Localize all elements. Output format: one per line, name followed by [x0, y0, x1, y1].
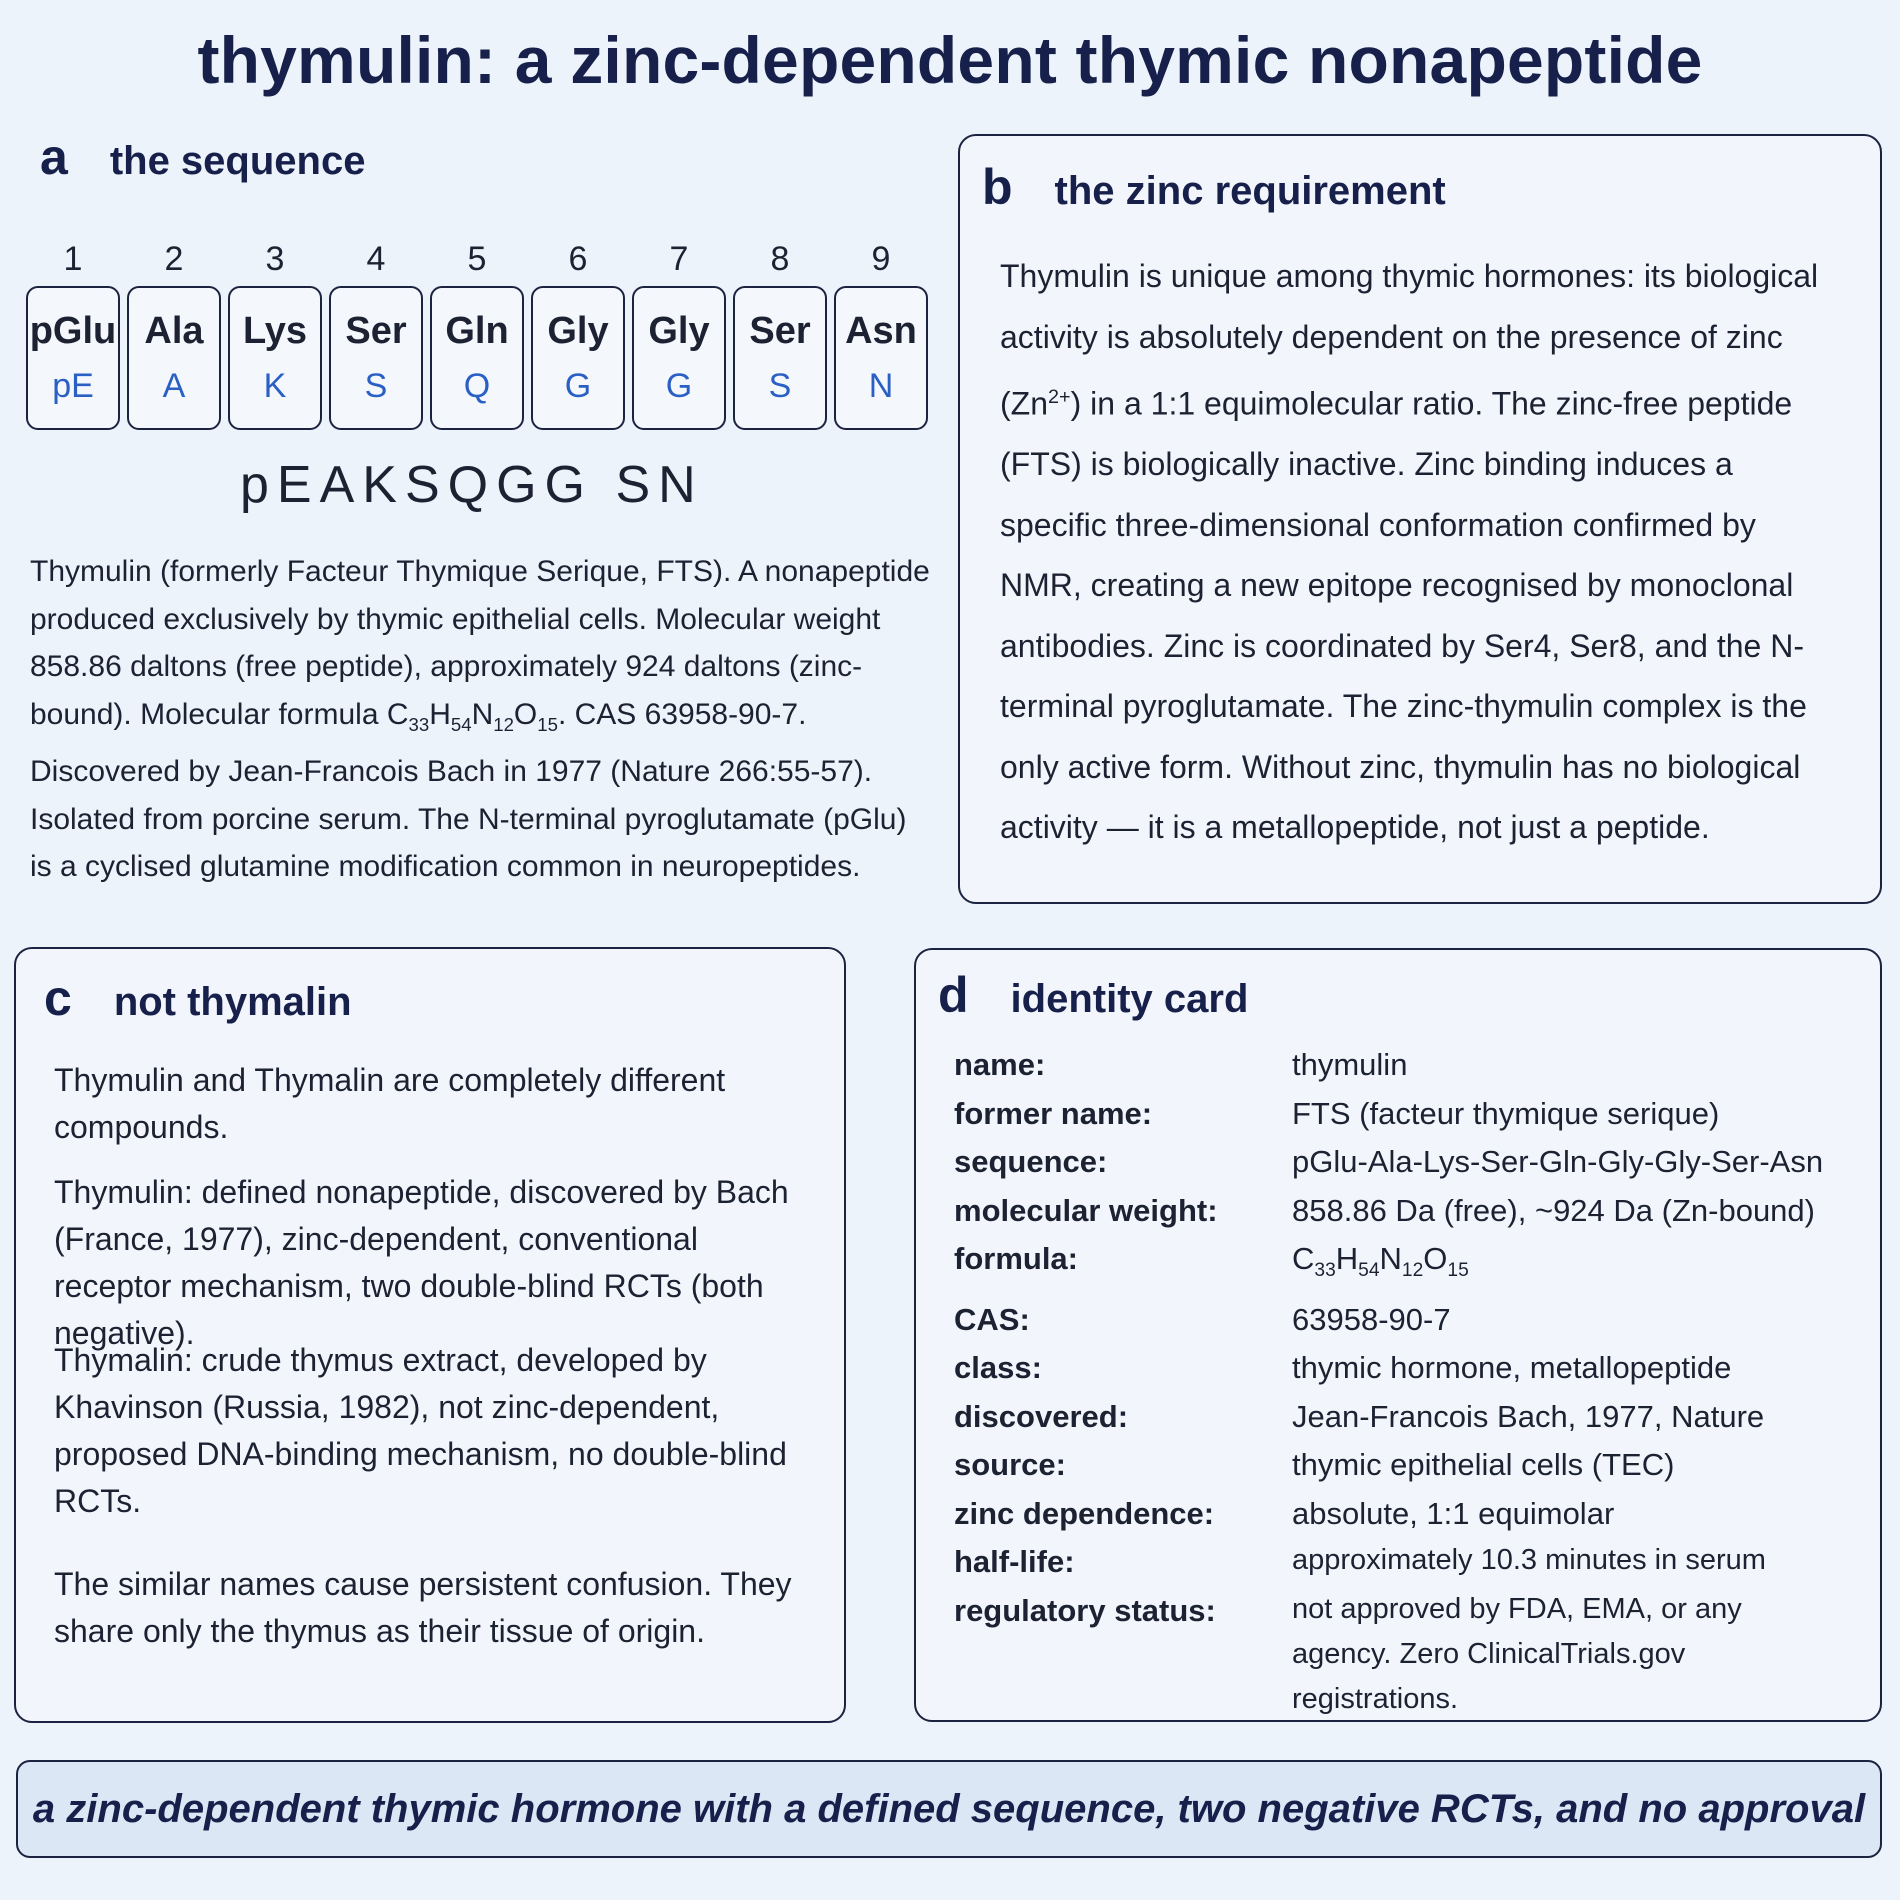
- residue-number: 2: [164, 240, 184, 278]
- formula-h: H: [429, 697, 451, 731]
- residue-one-letter: Q: [463, 367, 491, 405]
- identity-row: [954, 1538, 1834, 1587]
- residue-one-letter: G: [564, 367, 592, 405]
- formula-c-count: 33: [1314, 1260, 1336, 1282]
- identity-value: 63958-90-7: [1292, 1301, 1451, 1337]
- identity-key: name:: [954, 1047, 1046, 1082]
- formula-n: N: [471, 697, 494, 731]
- identity-value: Jean-Francois Bach, 1977, Nature: [1292, 1398, 1765, 1434]
- residue-three-letter: pGlu: [29, 310, 117, 352]
- panel-b-box: [958, 134, 1882, 904]
- residue-strip: [26, 240, 928, 430]
- residue-three-letter: Lys: [242, 310, 308, 352]
- residue-box: [430, 286, 524, 430]
- panel-c-letter: c: [44, 970, 72, 1026]
- residue-3: [228, 240, 322, 430]
- residue-number: 5: [467, 240, 487, 278]
- panel-b-header: [982, 158, 1446, 216]
- residue-1: [26, 240, 120, 430]
- identity-key: discovered:: [954, 1398, 1129, 1434]
- identity-row: [954, 1296, 1834, 1345]
- residue-number: 8: [770, 240, 790, 278]
- residue-one-letter: G: [665, 367, 693, 405]
- identity-key: source:: [954, 1447, 1066, 1483]
- panel-b-title: the zinc requirement: [1054, 169, 1446, 213]
- identity-key: formula:: [954, 1241, 1078, 1276]
- residue-one-letter: A: [162, 367, 186, 405]
- formula-o-count: 15: [1447, 1260, 1469, 1282]
- residue-three-letter: Gly: [547, 310, 609, 352]
- formula-c: C: [386, 697, 409, 731]
- residue-9: [834, 240, 928, 430]
- identity-row: [954, 1187, 1834, 1236]
- formula-h: H: [1335, 1241, 1359, 1276]
- identity-key: CAS:: [954, 1301, 1030, 1337]
- residue-7: [632, 240, 726, 430]
- panel-c-paragraph-1: Thymulin and Thymalin are completely different compounds.: [54, 1062, 726, 1145]
- panel-a-letter: a: [40, 129, 68, 185]
- formula-h-count: 54: [450, 713, 472, 735]
- identity-key: former name:: [954, 1095, 1153, 1131]
- panel-b-text: [1000, 246, 1830, 858]
- identity-formula: [1292, 1235, 1834, 1296]
- identity-row: [954, 1490, 1834, 1539]
- residue-three-letter: Ala: [144, 310, 204, 352]
- panel-d-letter: d: [938, 967, 969, 1023]
- panel-c-header: [44, 969, 352, 1027]
- residue-one-letter: S: [364, 367, 388, 405]
- residue-box: [329, 286, 423, 430]
- formula-c-count: 33: [408, 713, 430, 735]
- panel-c-box: [14, 947, 846, 1723]
- sequence-line: pEAKSQGG SN: [240, 456, 704, 514]
- residue-number: 6: [568, 240, 588, 278]
- formula-n-count: 12: [1401, 1260, 1424, 1282]
- identity-row: [954, 1041, 1834, 1090]
- identity-key: sequence:: [954, 1144, 1108, 1179]
- residue-number: 4: [366, 240, 386, 278]
- page-title: thymulin: a zinc-dependent thymic nonapeptide: [197, 23, 1703, 97]
- zinc-text-part-1: Thymulin is unique among thymic hormones: its biological activity is absolutely dependent on the presence of zinc (Zn: [1000, 258, 1819, 422]
- panel-d-box: [914, 948, 1882, 1722]
- panel-d-header: [938, 966, 1248, 1024]
- residue-5: [430, 240, 524, 430]
- residue-box: [26, 286, 120, 430]
- panel-a-title: the sequence: [109, 139, 366, 183]
- formula-n-count: 12: [493, 713, 514, 735]
- identity-value: not approved by FDA, EMA, or any agency. Zero ClinicalTrials.gov registrations.: [1292, 1592, 1742, 1715]
- residue-box: [127, 286, 221, 430]
- zinc-text-part-2: ) in a 1:1 equimolecular ratio. The zinc-free peptide (FTS) is biologically inactive. Zinc binding induces a specific three-dimensional conformation confirmed by NMR, creating a new epitope recognised by monoclonal antibodies. Zinc is coordinated by Ser4, Ser8, and the N-terminal pyroglutamate. The zinc-thymulin complex is the only active form. Without zinc, thymulin has no biological activity — it is a metallopeptide, not just a peptide.: [1000, 385, 1807, 846]
- identity-row: [954, 1441, 1834, 1490]
- formula-o: O: [513, 697, 538, 731]
- residue-one-letter: K: [263, 367, 287, 405]
- identity-value: thymic hormone, metallopeptide: [1292, 1350, 1732, 1386]
- residue-three-letter: Gln: [445, 310, 509, 352]
- identity-row: [954, 1235, 1834, 1296]
- residue-three-letter: Gly: [648, 310, 710, 352]
- identity-value: absolute, 1:1 equimolar: [1292, 1495, 1615, 1531]
- residue-box: [531, 286, 625, 430]
- residue-box: [228, 286, 322, 430]
- identity-value: pGlu-Ala-Lys-Ser-Gln-Gly-Gly-Ser-Asn: [1292, 1144, 1824, 1179]
- residue-box: [834, 286, 928, 430]
- panel-a-header: [40, 128, 365, 186]
- formula-o-count: 15: [537, 713, 558, 735]
- panel-a-description: [30, 548, 930, 891]
- formula-h-count: 54: [1358, 1260, 1380, 1282]
- residue-number: 7: [669, 240, 689, 278]
- panel-c-paragraph-2: Thymulin: defined nonapeptide, discovered by Bach (France, 1977), zinc-dependent, conventional receptor mechanism, two double-blind RCTs (both negative).: [54, 1174, 789, 1351]
- identity-value: FTS (facteur thymique serique): [1292, 1095, 1720, 1131]
- molecular-formula: [386, 697, 558, 735]
- residue-4: [329, 240, 423, 430]
- identity-key: molecular weight:: [954, 1192, 1218, 1228]
- panel-b-letter: b: [982, 159, 1013, 215]
- residue-number: 9: [871, 240, 891, 278]
- residue-one-letter: N: [868, 367, 894, 405]
- residue-2: [127, 240, 221, 430]
- residue-number: 3: [265, 240, 285, 278]
- panel-d-title: identity card: [1010, 977, 1249, 1021]
- residue-one-letter: pE: [52, 367, 94, 405]
- identity-row: [954, 1587, 1834, 1722]
- identity-row: [954, 1138, 1834, 1187]
- residue-three-letter: Asn: [845, 310, 917, 352]
- identity-row: [954, 1393, 1834, 1442]
- residue-box: [632, 286, 726, 430]
- identity-table: [954, 1041, 1834, 1722]
- panel-c-paragraph-4: The similar names cause persistent confusion. They share only the thymus as their tissue of origin.: [54, 1566, 792, 1649]
- identity-key: class:: [954, 1350, 1042, 1386]
- identity-value: approximately 10.3 minutes in serum: [1292, 1544, 1766, 1577]
- summary-banner: [16, 1760, 1882, 1858]
- identity-key: half-life:: [954, 1544, 1075, 1580]
- residue-three-letter: Ser: [345, 310, 407, 352]
- description-part-2: . CAS 63958-90-7. Discovered by Jean-Francois Bach in 1977 (Nature 266:55-57). Isolated from porcine serum. The N-terminal pyroglutamate (pGlu) is a cyclised glutamine modification common in neuropeptides.: [30, 697, 907, 883]
- description-part-1: Thymulin (formerly Facteur Thymique Serique, FTS). A nonapeptide produced exclusively by thymic epithelial cells. Molecular weight 858.86 daltons (free peptide), approximately 924 daltons (zinc-bound). Molecular formula: [30, 555, 930, 731]
- identity-row: [954, 1090, 1834, 1139]
- formula-o: O: [1423, 1241, 1448, 1276]
- identity-key: zinc dependence:: [954, 1495, 1215, 1531]
- identity-row: [954, 1344, 1834, 1393]
- formula-c: C: [1292, 1241, 1315, 1276]
- zinc-charge: 2+: [1048, 386, 1071, 408]
- formula-n: N: [1379, 1241, 1402, 1276]
- residue-three-letter: Ser: [749, 310, 811, 352]
- identity-value: thymic epithelial cells (TEC): [1292, 1447, 1675, 1483]
- summary-text: a zinc-dependent thymic hormone with a defined sequence, two negative RCTs, and no approval: [32, 1786, 1866, 1831]
- identity-value: 858.86 Da (free), ~924 Da (Zn-bound): [1292, 1192, 1815, 1228]
- residue-number: 1: [63, 240, 83, 278]
- residue-6: [531, 240, 625, 430]
- identity-value: thymulin: [1292, 1047, 1408, 1082]
- identity-key: regulatory status:: [954, 1592, 1216, 1628]
- panel-c-paragraph-3: Thymalin: crude thymus extract, developed by Khavinson (Russia, 1982), not zinc-dependent, proposed DNA-binding mechanism, no double-blind RCTs.: [54, 1342, 787, 1519]
- residue-box: [733, 286, 827, 430]
- residue-8: [733, 240, 827, 430]
- panel-c-title: not thymalin: [113, 980, 352, 1024]
- residue-one-letter: S: [768, 367, 792, 405]
